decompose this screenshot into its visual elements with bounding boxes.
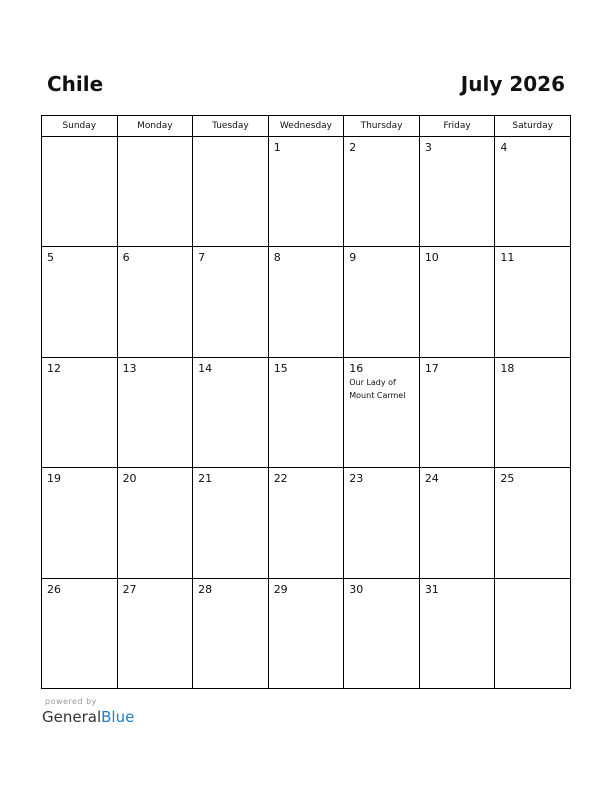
day-number: 14 [198,361,213,375]
calendar-grid [41,115,571,689]
footer-branding [42,697,134,727]
day-cell [344,468,420,578]
day-cell [193,137,269,247]
country-title: Chile [47,72,104,96]
powered-by-text: powered by [45,697,97,706]
day-number: 21 [198,472,213,486]
day-number: 13 [122,361,137,375]
day-number: 10 [424,251,439,265]
weekday-tuesday: Tuesday [193,116,269,137]
week-row-2 [42,247,571,357]
day-cell [268,137,344,247]
day-number: 31 [424,582,439,596]
day-cell [117,468,193,578]
week-row-1 [42,137,571,247]
day-number: 8 [273,251,281,265]
day-number: 2 [349,141,357,154]
day-cell [117,578,193,688]
day-cell [344,247,420,357]
day-cell [495,247,571,357]
week-row-3 [42,357,571,467]
day-cell [495,357,571,467]
day-cell [419,137,495,247]
day-cell [268,468,344,578]
day-number [42,137,117,141]
day-number: 22 [273,472,288,486]
weekday-header-row [42,116,571,137]
weekday-wednesday: Wednesday [268,116,344,137]
day-number: 16 [349,361,364,375]
day-number [193,137,268,141]
day-cell [193,357,269,467]
day-number: 15 [273,361,288,375]
weekday-thursday: Thursday [344,116,420,137]
day-number: 30 [349,582,364,596]
day-cell [419,578,495,688]
day-number: 4 [500,141,508,154]
day-cell [419,468,495,578]
week-row-4 [42,468,571,578]
day-cell [344,137,420,247]
day-cell [268,578,344,688]
day-cell [495,578,571,688]
day-number: 11 [500,251,515,265]
brand-blue-text: Blue [101,708,135,726]
weekday-monday: Monday [117,116,193,137]
day-number: 25 [500,472,515,486]
day-number [495,579,570,583]
week-row-5 [42,578,571,688]
holiday-label: Our Lady of Mount Carmel [349,377,406,400]
day-cell [117,137,193,247]
weekday-friday: Friday [419,116,495,137]
day-number: 23 [349,472,364,486]
day-cell [42,137,118,247]
day-cell [193,468,269,578]
day-cell [495,137,571,247]
day-cell [193,247,269,357]
day-number: 19 [47,472,61,486]
day-number: 24 [424,472,439,486]
day-number: 9 [349,251,357,265]
day-number: 7 [198,251,206,265]
month-year-title: July 2026 [460,72,565,96]
day-number: 27 [122,582,137,596]
day-number: 6 [122,251,130,265]
day-number: 5 [47,251,54,265]
day-number: 26 [47,582,61,596]
day-cell [117,357,193,467]
day-cell [42,578,118,688]
day-number [118,137,193,141]
day-number: 29 [273,582,288,596]
day-number: 17 [424,361,439,375]
day-number: 12 [47,361,61,375]
brand-general-text: General [42,708,102,726]
day-cell [268,357,344,467]
day-cell [344,357,420,467]
day-cell [117,247,193,357]
day-number: 20 [122,472,137,486]
day-cell [42,357,118,467]
weekday-saturday: Saturday [495,116,571,137]
day-cell [193,578,269,688]
day-number: 1 [273,141,281,154]
day-number: 28 [198,582,213,596]
day-cell [42,247,118,357]
day-cell [419,247,495,357]
day-cell [495,468,571,578]
day-cell [419,357,495,467]
day-cell [268,247,344,357]
day-cell [344,578,420,688]
day-number: 3 [424,141,432,154]
weekday-sunday: Sunday [42,116,118,137]
day-cell [42,468,118,578]
day-number: 18 [500,361,515,375]
generalblue-logo[interactable] [42,707,134,727]
